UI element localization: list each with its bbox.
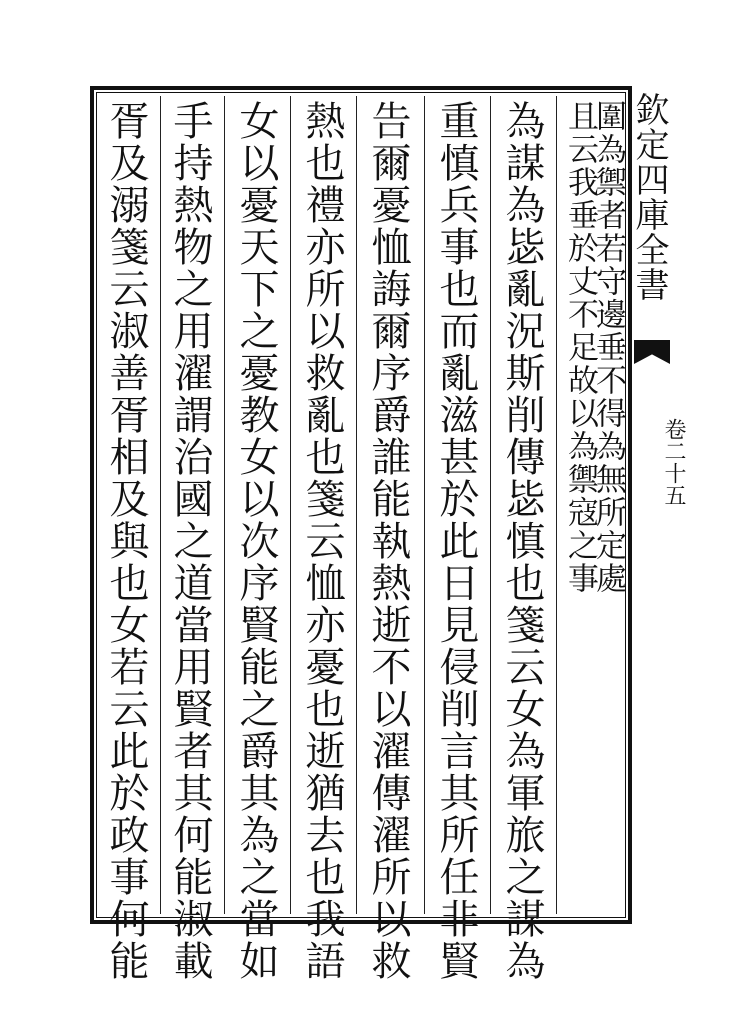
text-column: 重慎兵事也而亂滋甚於此日見侵削言其所任非賢 (433, 100, 479, 982)
column-rule (424, 96, 425, 914)
book-title: 欽定四庫全書 (629, 92, 669, 302)
text-column: 手持熱物之用濯謂治國之道當用賢者其何能淑載 (167, 100, 213, 982)
commentary-column: 圍為禦者若守邊垂不得為無所定處 (590, 100, 626, 595)
column-rule (290, 96, 291, 914)
column-rule (224, 96, 225, 914)
column-rule (160, 96, 161, 914)
volume-label: 卷二十五 (661, 418, 686, 506)
text-column: 告爾憂恤誨爾序爵誰能執熱逝不以濯傳濯所以救 (365, 100, 411, 982)
text-column: 女以憂天下之憂教女以次序賢能之爵其為之當如 (233, 100, 279, 982)
fish-tail-mark (634, 340, 670, 364)
text-column: 胥及溺箋云淑善胥相及與也女若云此於政事何能 (103, 100, 149, 982)
column-rule (490, 96, 491, 914)
commentary-column: 且云我垂於丈不足故以為禦寇之事 (562, 100, 598, 595)
column-rule (356, 96, 357, 914)
column-rule (556, 96, 557, 914)
text-column: 熱也禮亦所以救亂也箋云恤亦憂也逝猶去也我語 (299, 100, 345, 982)
text-column: 為謀為毖亂況斯削傳毖慎也箋云女為軍旅之謀為 (499, 100, 545, 982)
